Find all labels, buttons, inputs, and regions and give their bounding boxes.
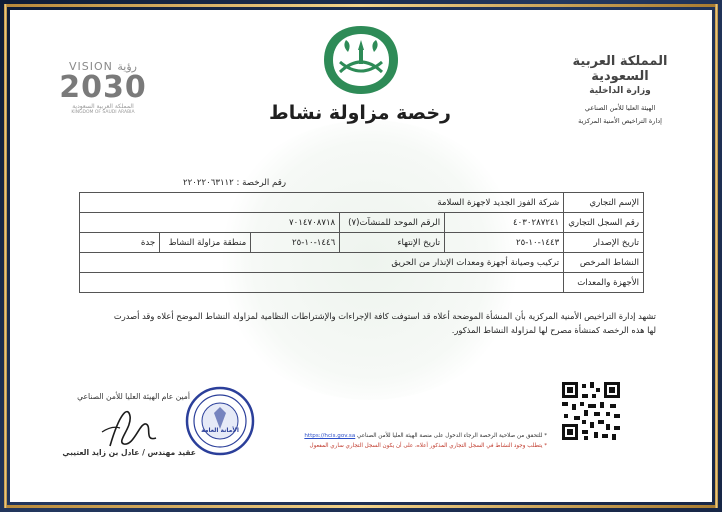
value-cr-number: ٤٠٣٠٢٨٧٢٤١ [445, 213, 564, 233]
table-row [80, 273, 644, 293]
label-issue-date: تاريخ الإصدار [564, 233, 644, 253]
statement-line2: لها هذه الرخصة كمنشأة مصرح لها لمزاولة النشاط المذكور. [451, 325, 656, 335]
value-licensed-activity: تركيب وصيانة أجهزة ومعدات الإنذار من الحريق [80, 253, 564, 273]
note-requirement: * يتطلب وجود النشاط في السجل التجاري المذكور أعلاه، على أن يكون السجل التجاري ساري المفعول [309, 443, 547, 449]
gold-border-bottom [4, 505, 718, 508]
vision-sub2: KINGDOM OF SAUDI ARABIA [71, 110, 135, 115]
table-row [80, 253, 644, 273]
value-devices-equipment [80, 273, 564, 293]
qr-code[interactable] [560, 380, 622, 442]
value-unified-number: ٧٠١٤٧٠٨٧١٨ [80, 213, 340, 233]
hcis-link[interactable]: https://hcis.gov.sa [304, 433, 356, 439]
value-expiry-date: ١٤٤٦-١٠-٢٥ [251, 233, 340, 253]
official-stamp [184, 385, 256, 457]
value-trade-name: شركة الفوز الجديد لاجهزة السلامة [80, 193, 564, 213]
page-title: رخصة مزاولة نشاط [268, 102, 451, 124]
table-row [80, 213, 644, 233]
value-activity-region: جدة [80, 233, 160, 253]
ministry-line3: الهيئة العليا للأمن الصناعي [584, 104, 656, 112]
ministry-line2: وزارة الداخلية [589, 86, 651, 96]
note-verify [262, 431, 547, 441]
ministry-header [550, 54, 690, 125]
label-cr-number: رقم السجل التجاري [564, 213, 644, 233]
license-number: رقم الرخصة : ٢٢٠٢٢٠٦٣١١٢ [183, 178, 286, 188]
verification-notes [262, 431, 547, 451]
signature-scribble [90, 402, 170, 454]
label-trade-name: الإسم التجاري [564, 193, 644, 213]
gold-border-top [4, 4, 718, 7]
signatory-title: أمين عام الهيئة العليا للأمن الصناعي [77, 392, 190, 401]
label-expiry-date: تاريخ الإنتهاء [340, 233, 445, 253]
gold-border-right [715, 4, 718, 508]
ministry-line1: المملكة العربية السعودية [572, 54, 668, 84]
label-unified-number: الرقم الموحد للمنشآت(٧) [340, 213, 445, 233]
vision-2030-logo [48, 60, 158, 122]
table-row [80, 233, 644, 253]
note-verify-text: * للتحقق من صلاحية الرخصة الرجاء الدخول على منصة الهيئة العليا للأمن الصناعي [357, 433, 547, 439]
statement-line1: تشهد إدارة التراخيص الأمنية المركزية بأن المنشأة الموضحة أعلاه قد استوفت كافة الإجراءات والإشتراطات النظامية لمزاولة النشاط الموضح أعلاه وقد أصدرت [113, 311, 656, 321]
value-issue-date: ١٤٤٣-١٠-٢٥ [445, 233, 564, 253]
gold-border-left [4, 4, 7, 508]
license-info-table [79, 192, 644, 293]
certification-statement [60, 309, 656, 337]
saudi-emblem-icon [318, 22, 404, 98]
table-row [80, 193, 644, 213]
label-activity-region: منطقة مزاولة النشاط [160, 233, 251, 253]
vision-year: 2030 [59, 70, 147, 105]
label-licensed-activity: النشاط المرخص [564, 253, 644, 273]
stamp-text: الأمانة العامة [201, 427, 239, 434]
vision-label: VISION رؤية [69, 60, 137, 73]
signatory-name: عقيد مهندس / عادل بن زايد العتيبي [62, 448, 196, 457]
vision-sub1: المملكة العربية السعودية [72, 103, 134, 110]
ministry-line4: إدارة التراخيص الأمنية المركزية [578, 117, 662, 125]
label-devices-equipment: الأجهزة والمعدات [564, 273, 644, 293]
